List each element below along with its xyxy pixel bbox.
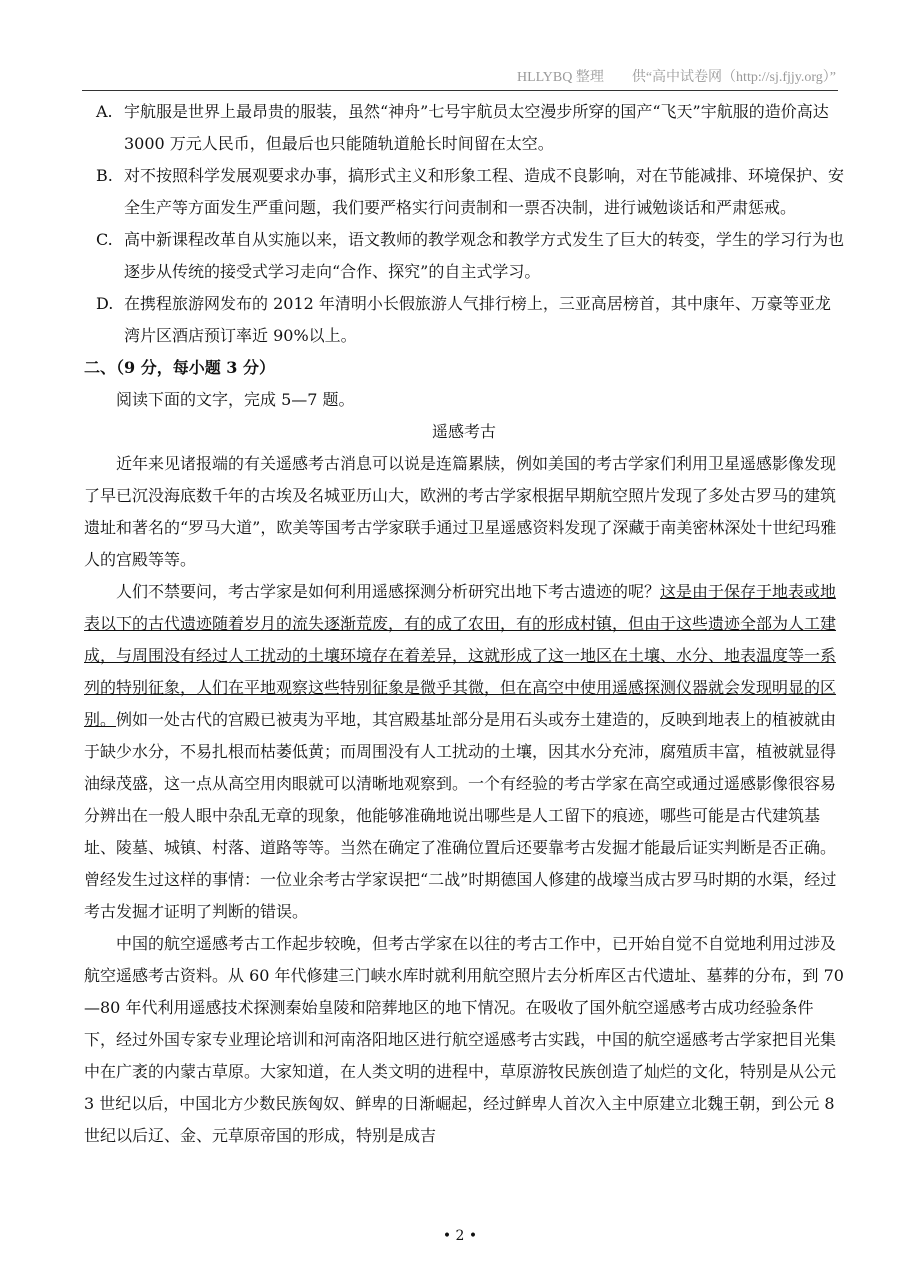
option-a xyxy=(84,96,844,160)
option-label: A. xyxy=(96,102,113,121)
option-label: B. xyxy=(96,166,113,185)
option-b xyxy=(84,160,844,224)
option-label: C. xyxy=(96,230,113,249)
section-heading: 二、（9 分，每小题 3 分） xyxy=(84,358,275,377)
paragraph-3: 中国的航空遥感考古工作起步较晚，但考古学家在以往的考古工作中，已开始自觉不自觉地利用过涉及航空遥感考古资料。从 60 年代修建三门峡水库时就利用航空照片去分析库区古代遗址、墓葬的分布，到 70—80 年代利用遥感技术探测秦始皇陵和陪葬地区的地下情况。在吸收了国外航空遥感考古成功经验条件下，经过外国专家专业理论培训和河南洛阳地区进行航空遥感考古实践，中国的航空遥感考古学家把目光集中在广袤的内蒙古草原。大家知道，在人类文明的进程中，草原游牧民族创造了灿烂的文化，特别是从公元 3 世纪以后，中国北方少数民族匈奴、鲜卑的日渐崛起，经过鲜卑人首次入主中原建立北魏王朝，到公元 8 世纪以后辽、金、元草原帝国的形成，特别是成吉 xyxy=(84,934,844,1145)
paragraph-2-rest: 例如一处古代的宫殿已被夷为平地，其宫殿基址部分是用石头或夯土建造的，反映到地表上的植被就由于缺少水分，不易扎根而枯萎低黄；而周围没有人工扰动的土壤，因其水分充沛，腐殖质丰富，植被就显得油绿茂盛，这一点从高空用肉眼就可以清晰地观察到。一个有经验的考古学家在高空或通过遥感影像很容易分辨出在一般人眼中杂乱无章的现象，他能够准确地说出哪些是人工留下的痕迹，哪些可能是古代建筑基址、陵墓、城镇、村落、道路等等。当然在确定了准确位置后还要靠考古发掘才能最后证实判断是否正确。曾经发生过这样的事情：一位业余考古学家误把“二战”时期德国人修建的战壕当成古罗马时期的水渠，经过考古发掘才证明了判断的错误。 xyxy=(84,710,837,921)
option-text: 高中新课程改革自从实施以来，语文教师的教学观念和教学方式发生了巨大的转变，学生的学习行为也逐步从传统的接受式学习走向“合作、探究”的自主式学习。 xyxy=(124,230,845,281)
header-rule xyxy=(82,90,838,91)
option-text: 对不按照科学发展观要求办事，搞形式主义和形象工程、造成不良影响，对在节能减排、环境保护、安全生产等方面发生严重问题，我们要严格实行问责制和一票否决制，进行诫勉谈话和严肃惩戒。 xyxy=(124,166,845,217)
page-number: • 2 • xyxy=(442,1228,478,1244)
option-text: 宇航服是世界上最昂贵的服装，虽然“神舟”七号宇航员太空漫步所穿的国产“飞天”宇航服的造价高达 3000 万元人民币，但最后也只能随轨道舱长时间留在太空。 xyxy=(124,102,829,153)
paragraph-2 xyxy=(84,576,844,928)
option-label: D. xyxy=(96,294,114,313)
paragraph-1: 近年来见诸报端的有关遥感考古消息可以说是连篇累牍，例如美国的考古学家们利用卫星遥感影像发现了早已沉没海底数千年的古埃及名城亚历山大，欧洲的考古学家根据早期航空照片发现了多处古罗马的建筑遗址和著名的“罗马大道”，欧美等国考古学家联手通过卫星遥感资料发现了深藏于南美密林深处十世纪玛雅人的宫殿等等。 xyxy=(84,454,837,569)
article-title: 遥感考古 xyxy=(431,422,496,441)
underlined-passage: 这是由于保存于地表或地表以下的古代遗迹随着岁月的流失逐渐荒废，有的成了农田，有的形成村镇，但由于这些遗迹全部为人工建成，与周围没有经过人工扰动的土壤环境存在着差异，这就形成了这一地区在土壤、水分、地表温度等一系列的特别征象，人们在平地观察这些特别征象是微乎其微，但在高空中使用遥感探测仪器就会发现明显的区别。 xyxy=(84,582,837,729)
document-body xyxy=(84,96,844,1152)
option-c xyxy=(84,224,844,288)
option-d xyxy=(84,288,844,352)
paragraph-2-intro: 人们不禁要问，考古学家是如何利用遥感探测分析研究出地下考古遗迹的呢？ xyxy=(116,582,661,601)
page-header: HLLYBQ 整理 供“高中试卷网（http://sj.fjjy.org）” xyxy=(516,70,836,85)
instruction: 阅读下面的文字，完成 5—7 题。 xyxy=(116,390,355,409)
option-text: 在携程旅游网发布的 2012 年清明小长假旅游人气排行榜上，三亚高居榜首，其中康年、万豪等亚龙湾片区酒店预订率近 90%以上。 xyxy=(124,294,831,345)
